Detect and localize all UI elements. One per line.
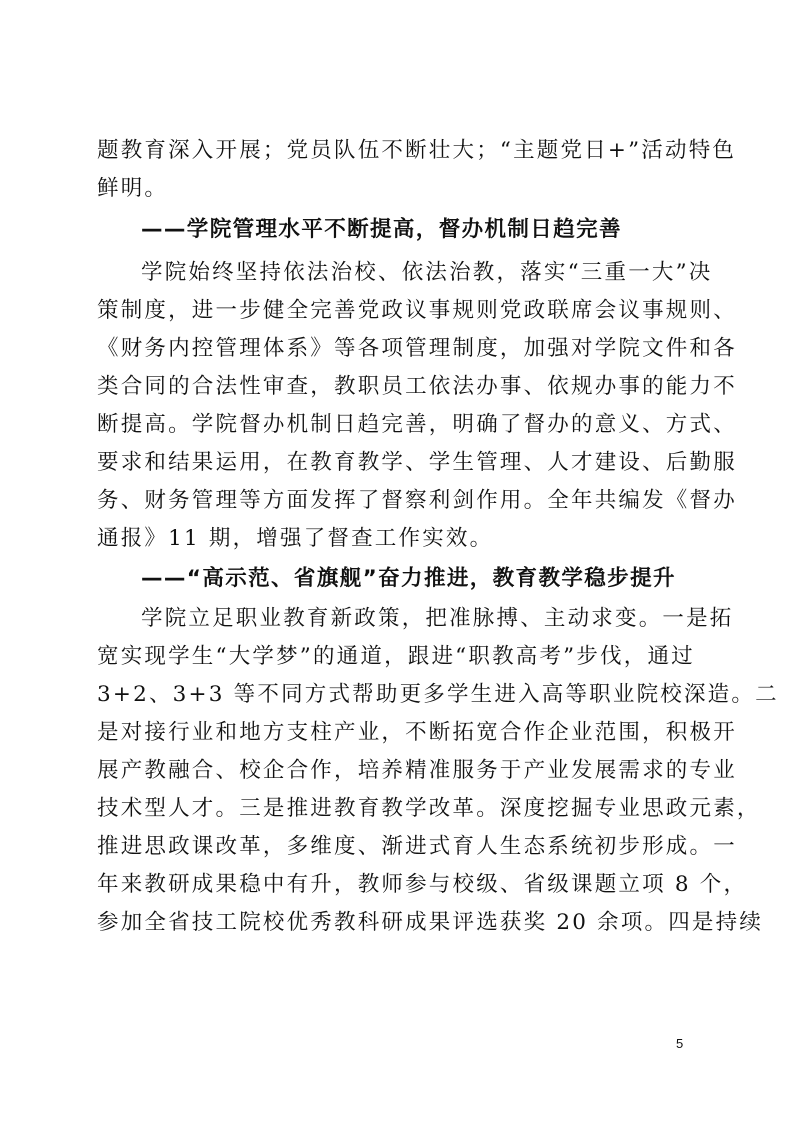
page-number: 5 (676, 1036, 684, 1051)
body-text-line: 题教育深入开展；党员队伍不断壮大；“主题党日+”活动特色 (97, 138, 737, 163)
body-text-line: 学院立足职业教育新政策，把准脉搏、主动求变。一是拓 (141, 606, 734, 631)
body-text-line: 务、财务管理等方面发挥了督察利剑作用。全年共编发《督办 (97, 488, 737, 513)
section-heading: ——“高示范、省旗舰”奋力推进，教育教学稳步提升 (141, 566, 676, 591)
body-text-line: 要求和结果运用，在教育教学、学生管理、人才建设、后勤服 (97, 450, 737, 475)
section-heading: ——学院管理水平不断提高，督办机制日趋完善 (141, 217, 622, 242)
body-text-line: 年来教研成果稳中有升，教师参与校级、省级课题立项 8 个， (97, 872, 748, 897)
body-text-line: 3+2、3+3 等不同方式帮助更多学生进入高等职业院校深造。二 (97, 682, 779, 707)
body-text-line: 类合同的合法性审查，教职员工依法办事、依规办事的能力不 (97, 374, 737, 399)
body-text-line: 《财务内控管理体系》等各项管理制度，加强对学院文件和各 (97, 336, 737, 361)
body-text-line: 技术型人才。三是推进教育教学改革。深度挖掘专业思政元素， (97, 796, 761, 821)
body-text-line: 鲜明。 (97, 176, 169, 201)
body-text-line: 是对接行业和地方支柱产业，不断拓宽合作企业范围，积极开 (97, 720, 737, 745)
body-text-line: 宽实现学生“大学梦”的通道，跟进“职教高考”步伐，通过 (97, 644, 695, 669)
body-text-line: 断提高。学院督办机制日趋完善，明确了督办的意义、方式、 (97, 412, 737, 437)
body-text-line: 推进思政课改革，多维度、渐进式育人生态系统初步形成。一 (97, 834, 737, 859)
body-text-line: 策制度，进一步健全完善党政议事规则党政联席会议事规则、 (97, 298, 737, 323)
body-text-line: 学院始终坚持依法治校、依法治教，落实“三重一大”决 (141, 260, 713, 285)
body-text-line: 参加全省技工院校优秀教科研成果评选获奖 20 余项。四是持续 (97, 910, 764, 935)
body-text-line: 展产教融合、校企合作，培养精准服务于产业发展需求的专业 (97, 758, 737, 783)
body-text-line: 通报》11 期，增强了督查工作实效。 (97, 526, 494, 551)
